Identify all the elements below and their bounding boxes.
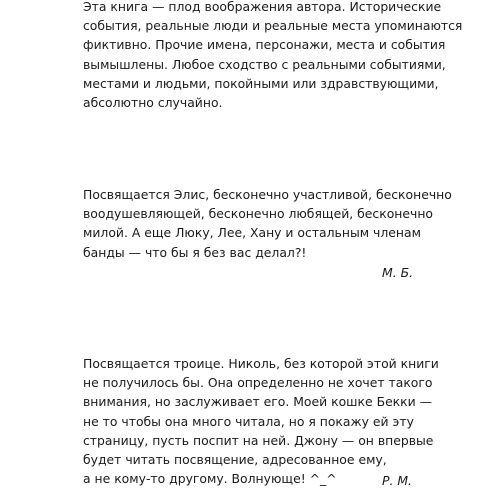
dedication-line: Посвящается троице. Николь, без которой этой книги: [83, 356, 439, 371]
signature-rm: Р. М.: [382, 473, 412, 488]
disclaimer-line: абсолютно случайно.: [83, 95, 223, 111]
dedication-paragraph-1: [83, 185, 452, 262]
signature-mb: М. Б.: [382, 265, 414, 280]
dedication-line: а не кому-то другому. Волнующе! ^_^: [83, 471, 337, 487]
dedication-line: воодушевляющей, бесконечно любящей, бесконечно: [83, 206, 433, 222]
dedication-line: не то чтобы она много читала, но я покажу ей эту: [83, 413, 414, 429]
disclaimer-line: события, реальные люди и реальные места упоминаются: [83, 18, 463, 34]
disclaimer-line: Эта книга — плод воображения автора. Исторические: [83, 0, 442, 14]
disclaimer-line: фиктивно. Прочие имена, персонажи, места и события: [83, 37, 446, 53]
disclaimer-line: местами и людьми, покойными или здравствующими,: [83, 75, 439, 91]
dedication-paragraph-2: [83, 354, 443, 488]
disclaimer-paragraph: [83, 0, 463, 112]
dedication-line: не получилось бы. Она определенно не хочет такого: [83, 375, 433, 391]
dedication-line: страницу, пусть поспит на ней. Джону — он впервые: [83, 432, 434, 448]
disclaimer-line: вымышлены. Любое сходство с реальными событиями,: [83, 56, 446, 72]
dedication-line: милой. А еще Люку, Лее, Хану и остальным членам: [83, 225, 421, 241]
dedication-line: банды — что бы я без вас делал?!: [83, 244, 307, 260]
dedication-line: будет читать посвящение, адресованное ему,: [83, 452, 387, 468]
dedication-line: внимания, но заслуживает его. Моей кошке Бекки —: [83, 394, 433, 410]
dedication-line: Посвящается Элис, бесконечно участливой, бесконечно: [83, 187, 452, 202]
